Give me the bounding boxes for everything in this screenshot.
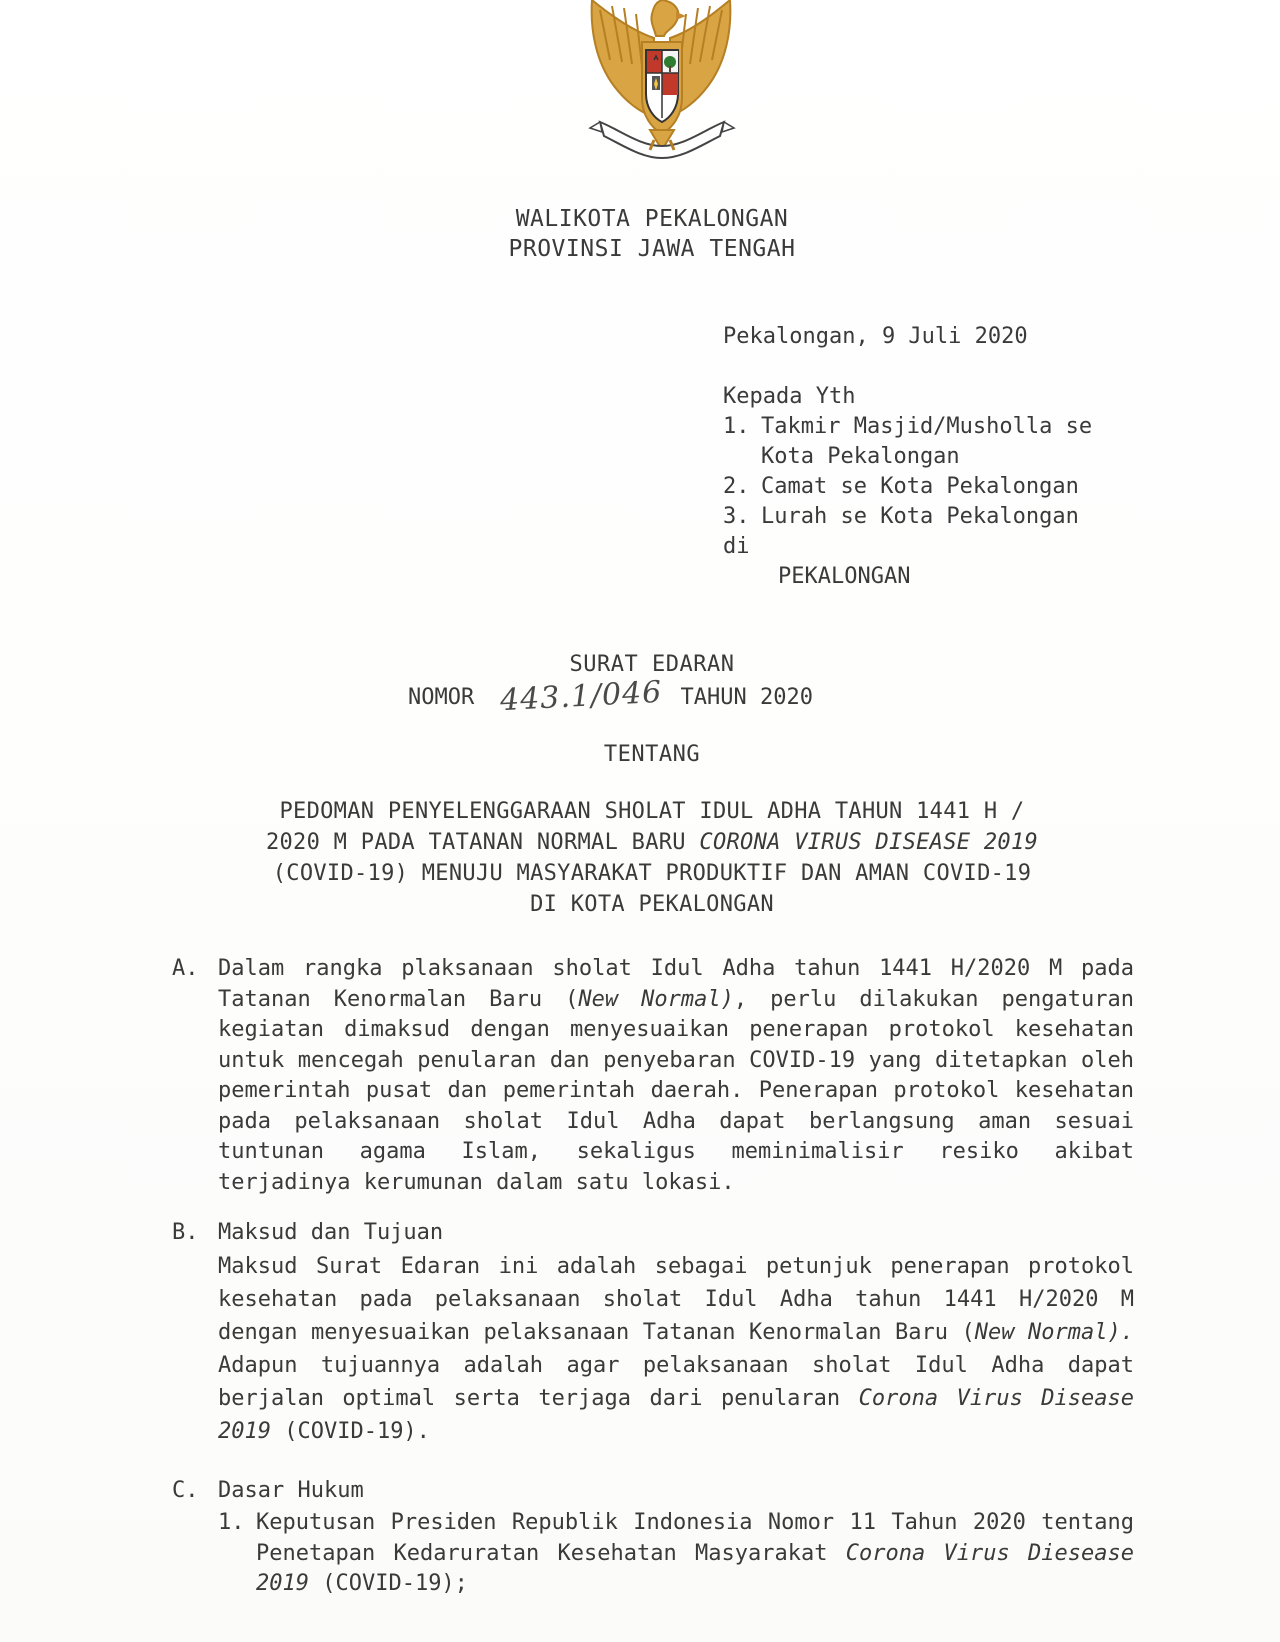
nomor-label: NOMOR xyxy=(408,685,475,710)
recipient-item-continuation: Kota Pekalongan xyxy=(761,444,960,469)
subject-title-line-1: PEDOMAN PENYELENGGARAAN SHOLAT IDUL ADHA TAHUN 1441 H / xyxy=(279,799,1025,824)
section-b-paragraph xyxy=(218,1250,1134,1448)
section-c-item-text-part: (COVID-19); xyxy=(308,1571,468,1596)
letter-date: Pekalongan, 9 Juli 2020 xyxy=(723,324,1028,349)
section-a-text: Dalam rangka plaksanaan sholat Idul Adha tahun 1441 H/2020 M pada Tatanan Kenormalan Baru ( xyxy=(218,956,1134,1012)
subject-title-line-4: DI KOTA PEKALONGAN xyxy=(530,892,774,917)
section-b-letter: B. xyxy=(172,1220,199,1245)
recipient-item xyxy=(723,412,1133,442)
section-c-item-text-italic: Corona Virus Diesease 2019 xyxy=(256,1540,1134,1596)
document-type: SURAT EDARAN xyxy=(569,652,735,677)
recipient-text: Lurah se Kota Pekalongan xyxy=(761,504,1079,529)
recipient-text: Camat se Kota Pekalongan xyxy=(761,474,1079,499)
section-b-heading: Maksud dan Tujuan xyxy=(218,1220,444,1245)
section-b-text: Adapun tujuannya adalah agar pelaksanaan sholat Idul Adha dapat berjalan optimal serta terjaga dari penularan xyxy=(218,1353,1134,1411)
section-c-item-number: 1. xyxy=(218,1510,245,1535)
subject-title-line-3: (COVID-19) MENUJU MASYARAKAT PRODUKTIF DAN AMAN COVID-19 xyxy=(272,861,1032,886)
nomor-value-handwritten: 443.1/046 xyxy=(499,674,664,719)
section-c-item-text xyxy=(256,1508,1134,1600)
section-c-letter: C. xyxy=(172,1478,199,1503)
section-a-text-italic: New Normal) xyxy=(578,986,734,1012)
subject-title-line-2-a: 2020 M PADA TATANAN NORMAL BARU xyxy=(265,830,700,855)
section-b-text: (COVID-19). xyxy=(270,1419,430,1444)
recipient-item xyxy=(723,502,1133,532)
section-b-text-italic: New Normal). xyxy=(974,1320,1134,1345)
document-number-row xyxy=(408,674,813,719)
recipient-text: Takmir Masjid/Musholla se xyxy=(761,414,1093,439)
section-a-text: , perlu dilakukan pengaturan kegiatan dimaksud dengan menyesuaikan penerapan protokol kesehatan untuk mencegah penularan dan penyebaran COVID-19 yang ditetapkan oleh pemerintah pusat dan pemerintah daerah. Penerapan protokol kesehatan pada pelaksanaan sholat Idul Adha dapat berlangsung aman sesuai tuntunan agama Islam, sekaligus meminimalisir resiko akibat terjadinya kerumunan dalam satu lokasi. xyxy=(218,986,1134,1195)
garuda-emblem-icon xyxy=(570,0,750,180)
section-b-text-italic: Corona Virus Disease 2019 xyxy=(218,1386,1134,1444)
recipient-number: 3. xyxy=(723,504,750,529)
letterhead-line-2: PROVINSI JAWA TENGAH xyxy=(508,236,796,262)
subject-title-line-2-b: CORONA VIRUS DISEASE 2019 xyxy=(699,830,1039,855)
recipient-intro: Kepada Yth xyxy=(723,384,856,409)
section-a-paragraph xyxy=(218,954,1134,1198)
tentang-label: TENTANG xyxy=(603,742,701,767)
section-b-text: Maksud Surat Edaran ini adalah sebagai petunjuk penerapan protokol kesehatan pada pelaksanaan sholat Idul Adha tahun 1441 H/2020 M dengan menyesuaikan pelaksanaan Tatanan Kenormalan Baru ( xyxy=(218,1254,1134,1345)
section-c-heading: Dasar Hukum xyxy=(218,1478,364,1503)
recipient-di: di xyxy=(723,534,750,559)
recipient-number: 1. xyxy=(723,414,750,439)
recipient-place: PEKALONGAN xyxy=(778,564,911,589)
tahun-label: TAHUN 2020 xyxy=(680,685,813,710)
recipient-item xyxy=(723,472,1133,502)
subject-title-line-2 xyxy=(12,827,1280,858)
recipient-number: 2. xyxy=(723,474,750,499)
section-c-item-text-part: Keputusan Presiden Republik Indonesia Nomor 11 Tahun 2020 tentang Penetapan Kedaruratan Kesehatan Masyarakat xyxy=(256,1510,1134,1566)
letterhead-line-1: WALIKOTA PEKALONGAN xyxy=(515,206,789,232)
section-a-letter: A. xyxy=(172,956,199,981)
